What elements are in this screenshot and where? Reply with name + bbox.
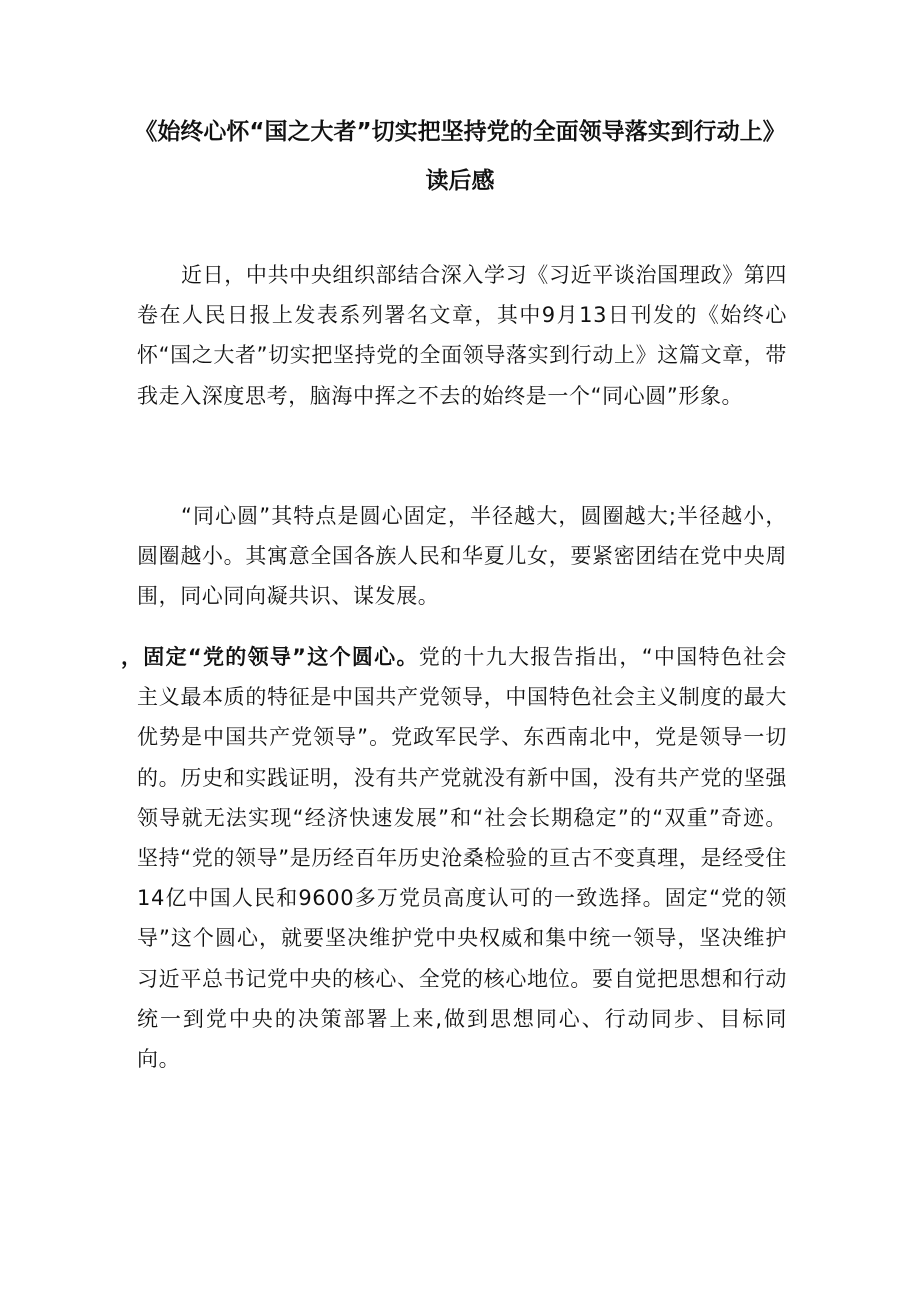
paragraph-3-lead: ，固定“党的领导”这个圆心。 bbox=[121, 645, 419, 669]
paragraph-2-text: “同心圆”其特点是圆心固定，半径越大，圆圈越大;半径越小，圆圈越小。其寓意全国各族人民和华夏儿女，要紧密团结在党中央周围，同心同向凝共识、谋发展。 bbox=[137, 504, 787, 609]
paragraph-3 bbox=[121, 637, 787, 1079]
paragraph-2 bbox=[137, 496, 787, 617]
paragraph-3-text: 党的十九大报告指出，“中国特色社会主义最本质的特征是中国共产党领导，中国特色社会主义制度的最大优势是中国共产党领导”。党政军民学、东西南北中，党是领导一切的。历史和实践证明，没有共产党就没有新中国，没有共产党的坚强领导就无法实现“经济快速发展”和“社会长期稳定”的“双重”奇迹。坚持“党的领导”是历经百年历史沧桑检验的亘古不变真理，是经受住14亿中国人民和9600多万党员高度认可的一致选择。固定“党的领导”这个圆心，就要坚决维护党中央权威和集中统一领导，坚决维护习近平总书记党中央的核心、全党的核心地位。要自觉把思想和行动统一到党中央的决策部署上来,做到思想同心、行动同步、目标同向。 bbox=[137, 645, 787, 1072]
paragraph-1-text: 近日，中共中央组织部结合深入学习《习近平谈治国理政》第四卷在人民日报上发表系列署名文章，其中9月13日刊发的《始终心怀“国之大者”切实把坚持党的全面领导落实到行动上》这篇文章，带我走入深度思考，脑海中挥之不去的始终是一个“同心圆”形象。 bbox=[137, 263, 787, 408]
document-title-line-2: 读后感 bbox=[425, 168, 495, 194]
document-title-line-1: 《始终心怀“国之大者”切实把坚持党的全面领导落实到行动上》 bbox=[134, 119, 786, 145]
paragraph-1 bbox=[137, 255, 787, 416]
